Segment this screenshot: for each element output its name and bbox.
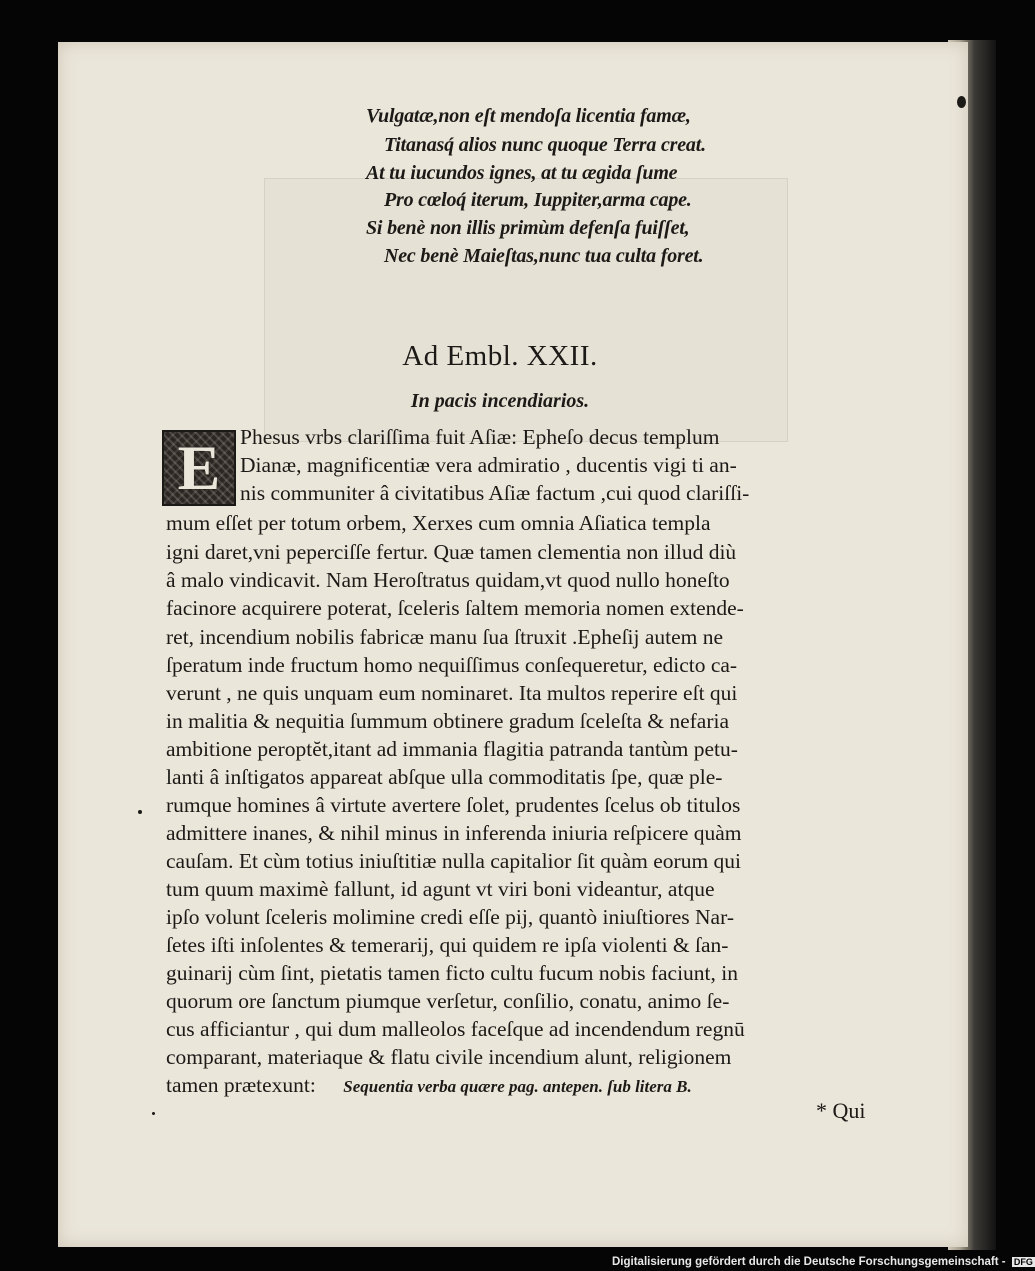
body-line: ret, incendium nobilis fabricæ manu ſua ſtruxit .Epheſij autem ne	[166, 625, 724, 649]
body-line: rumque homines â virtute avertere ſolet, prudentes ſcelus ob titulos	[166, 793, 741, 817]
section-subheading: In pacis incendiarios.	[410, 390, 590, 412]
body-line: ipſo volunt ſceleris molimine credi eſſe pij, quantò iniuſtiores Nar-	[166, 905, 734, 929]
body-line: Phesus vrbs clariſſima fuit Aſiæ: Epheſo decus templum	[240, 425, 720, 449]
body-line: nis communiter â civitatibus Aſiæ factum ,cui quod clariſſi-	[240, 481, 750, 505]
body-line: verunt , ne quis unquam eum nominaret. Ita multos reperire eſt qui	[166, 681, 738, 705]
dfg-logo-icon: DFG	[1013, 1256, 1033, 1267]
verse-line: Si benè non illis primùm defenſa fuiſſet,	[366, 217, 690, 239]
body-line: in malitia & nequitia ſummum obtinere gradum ſceleſta & nefaria	[166, 709, 729, 733]
decorated-initial	[162, 430, 236, 506]
verse-line: At tu iucundos ignes, at tu ægida ſume	[366, 162, 678, 184]
body-line: comparant, materiaque & flatu civile incendium alunt, religionem	[166, 1045, 732, 1069]
catchword: * Qui	[816, 1098, 866, 1123]
ink-speck	[152, 1112, 155, 1115]
verse-line: Vulgatæ,non eſt mendoſa licentia famæ,	[366, 105, 691, 127]
body-line: guinarij cùm ſint, pietatis tamen ficto cultu fucum nobis faciunt, in	[166, 961, 739, 985]
body-line: lanti â inſtigatos appareat abſque ulla commoditatis ſpe, quæ ple-	[166, 765, 723, 789]
body-line: ſperatum inde fructum homo nequiſſimus conſequeretur, edicto ca-	[166, 653, 738, 677]
body-line: ſetes iſti inſolentes & temerarij, qui quidem re ipſa violenti & ſan-	[166, 933, 729, 957]
digitization-credit	[612, 1256, 1035, 1268]
cross-reference-note: Sequentia verba quære pag. antepen. ſub litera B.	[343, 1077, 692, 1096]
verse-line: Pro cœloq́ iterum, Iuppiter,arma cape.	[384, 189, 692, 211]
body-line: quorum ore ſanctum piumque verſetur, conſilio, conatu, animo ſe-	[166, 989, 730, 1013]
body-line: ambitione peroptĕt,itant ad immania flagitia patranda tantùm petu-	[166, 737, 738, 761]
body-line: facinore acquirere poterat, ſceleris ſaltem memoria nomen extende-	[166, 596, 744, 620]
body-line: Dianæ, magnificentiæ vera admiratio , ducentis vigi ti an-	[240, 453, 737, 477]
body-line: igni daret,vni peperciſſe fertur. Quæ tamen clementia non illud diù	[166, 540, 737, 564]
body-line-text: tamen prætexunt:	[166, 1073, 316, 1097]
body-line	[166, 1073, 692, 1098]
body-line: tum quum maximè fallunt, id agunt vt viri boni videantur, atque	[166, 877, 715, 901]
body-line: admittere inanes, & nihil minus in inferenda iniuria reſpicere quàm	[166, 821, 742, 845]
body-line: cus afficiantur , qui dum malleolos faceſque ad incendendum regnū	[166, 1017, 745, 1041]
body-line: â malo vindicavit. Nam Heroſtratus quidam,vt quod nullo honeſto	[166, 568, 730, 592]
body-line: mum eſſet per totum orbem, Xerxes cum omnia Aſiatica templa	[166, 511, 711, 535]
verse-line: Nec benè Maieſtas,nunc tua culta foret.	[384, 245, 704, 267]
ink-blot	[957, 96, 966, 108]
section-heading: Ad Embl. XXII.	[402, 340, 598, 372]
body-line: cauſam. Et cùm totius iniuſtitiæ nulla capitalior ſit quàm eorum qui	[166, 849, 742, 873]
ink-speck	[138, 810, 142, 814]
verse-line: Titanasq́ alios nunc quoque Terra creat.	[384, 134, 706, 156]
initial-letter: E	[177, 432, 221, 503]
credit-text: Digitalisierung gefördert durch die Deutsche Forschungsgemeinschaft -	[612, 1256, 1006, 1268]
